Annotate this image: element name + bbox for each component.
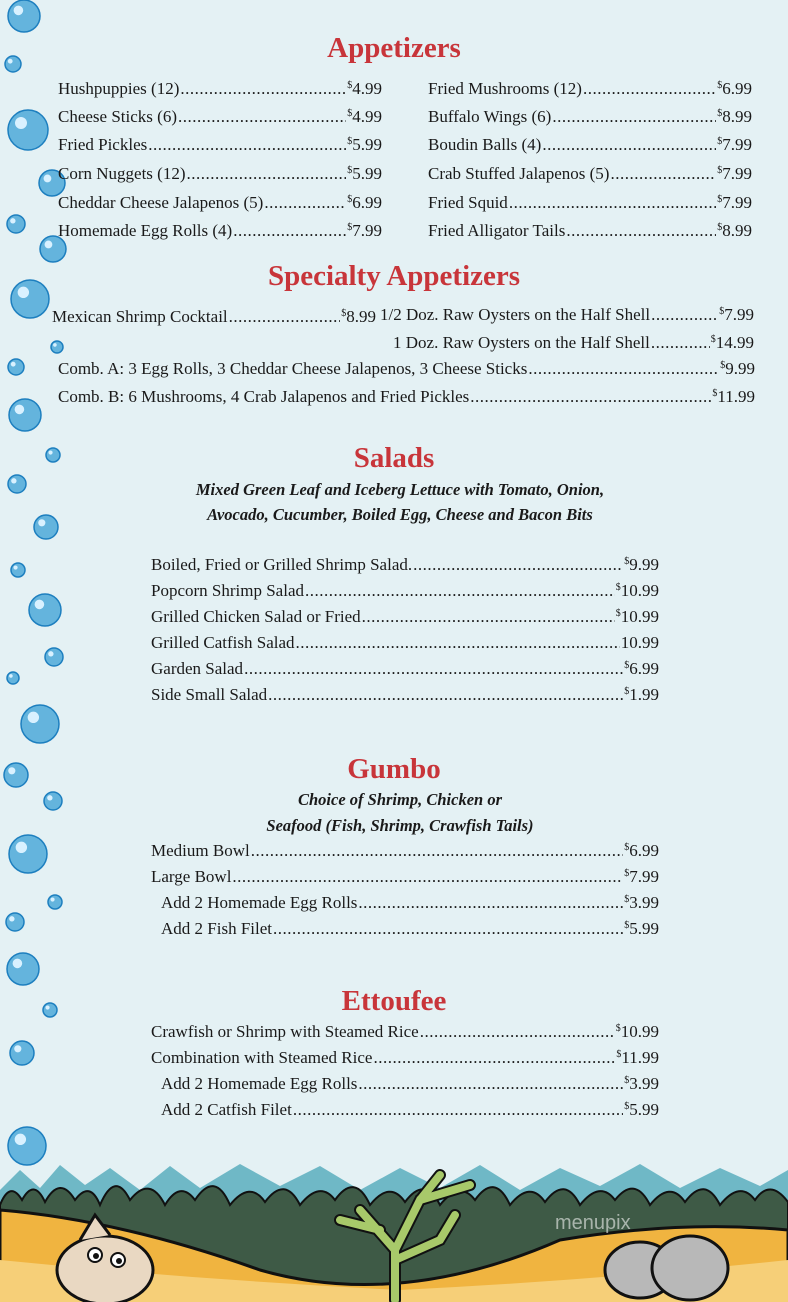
leader-dots bbox=[232, 867, 623, 887]
price-amount: 5.99 bbox=[352, 164, 382, 183]
leader-dots bbox=[509, 193, 716, 213]
leader-dots bbox=[264, 193, 346, 213]
price-amount: 6.99 bbox=[629, 659, 659, 678]
price-amount: 6.99 bbox=[722, 79, 752, 98]
leader-dots bbox=[420, 1022, 615, 1042]
item-price bbox=[347, 221, 382, 241]
menu-item bbox=[380, 305, 754, 327]
item-name: Add 2 Fish Filet bbox=[161, 919, 272, 938]
item-name: Cheddar Cheese Jalapenos (5) bbox=[58, 193, 264, 212]
item-name: Fried Mushrooms (12) bbox=[428, 79, 582, 98]
currency-symbol: $ bbox=[624, 686, 630, 697]
currency-symbol: $ bbox=[717, 165, 723, 176]
leader-dots bbox=[651, 333, 710, 353]
item-price bbox=[621, 633, 659, 653]
menu-item bbox=[161, 1074, 659, 1096]
leader-dots bbox=[233, 221, 346, 241]
item-price bbox=[347, 107, 382, 127]
item-name: Large Bowl bbox=[151, 867, 232, 886]
currency-symbol: $ bbox=[624, 842, 630, 853]
item-price bbox=[720, 359, 755, 379]
bubble-icon bbox=[8, 0, 40, 32]
leader-dots bbox=[273, 919, 623, 939]
item-price bbox=[616, 607, 659, 627]
section-description: Seafood (Fish, Shrimp, Crawfish Tails) bbox=[266, 816, 534, 835]
bubble-icon bbox=[21, 705, 59, 743]
item-name: Corn Nuggets (12) bbox=[58, 164, 186, 183]
currency-symbol: $ bbox=[341, 308, 347, 319]
bubble-icon bbox=[29, 594, 61, 626]
bubble-icon bbox=[9, 835, 47, 873]
menu-item bbox=[58, 164, 382, 186]
watermark: menupix bbox=[555, 1212, 631, 1234]
item-name: Fried Alligator Tails bbox=[428, 221, 566, 240]
section-title: Salads bbox=[353, 442, 435, 474]
leader-dots bbox=[358, 1074, 623, 1094]
price-amount: 9.99 bbox=[629, 555, 659, 574]
item-name: Comb. A: 3 Egg Rolls, 3 Cheddar Cheese Jalapenos, 3 Cheese Sticks bbox=[58, 359, 528, 378]
price-amount: 7.99 bbox=[724, 305, 754, 324]
leader-dots bbox=[362, 607, 615, 627]
currency-symbol: $ bbox=[615, 608, 621, 619]
leader-dots bbox=[148, 135, 346, 155]
item-price bbox=[624, 1100, 659, 1120]
item-price bbox=[347, 135, 382, 155]
price-amount: 7.99 bbox=[722, 164, 752, 183]
currency-symbol: $ bbox=[615, 1023, 621, 1034]
currency-symbol: $ bbox=[712, 388, 718, 399]
item-name: Homemade Egg Rolls (4) bbox=[58, 221, 233, 240]
section-title: Ettoufee bbox=[341, 985, 447, 1017]
currency-symbol: $ bbox=[347, 108, 353, 119]
item-price bbox=[624, 659, 659, 679]
leader-dots bbox=[528, 359, 719, 379]
currency-symbol: $ bbox=[347, 165, 353, 176]
item-price bbox=[624, 867, 659, 887]
leader-dots bbox=[358, 893, 623, 913]
item-price bbox=[616, 1022, 659, 1042]
menu-item bbox=[151, 659, 659, 681]
currency-symbol: $ bbox=[624, 1075, 630, 1086]
price-amount: 4.99 bbox=[352, 107, 382, 126]
currency-symbol: $ bbox=[624, 1101, 630, 1112]
price-amount: 4.99 bbox=[352, 79, 382, 98]
bubble-icon bbox=[8, 110, 48, 150]
item-price bbox=[717, 79, 752, 99]
currency-symbol: $ bbox=[717, 194, 723, 205]
bubble-icon bbox=[10, 1041, 34, 1065]
price-amount: 5.99 bbox=[629, 919, 659, 938]
leader-dots bbox=[413, 555, 623, 575]
item-name: Comb. B: 6 Mushrooms, 4 Crab Jalapenos and Fried Pickles bbox=[58, 387, 470, 406]
item-name: Fried Pickles bbox=[58, 135, 148, 154]
leader-dots bbox=[583, 79, 716, 99]
item-price bbox=[624, 685, 659, 705]
price-amount: 7.99 bbox=[722, 135, 752, 154]
menu-item bbox=[161, 1100, 659, 1122]
item-price bbox=[717, 221, 752, 241]
currency-symbol: $ bbox=[624, 556, 630, 567]
currency-symbol: $ bbox=[624, 660, 630, 671]
item-name: Boiled, Fried or Grilled Shrimp Salad. bbox=[151, 555, 413, 574]
item-price bbox=[624, 555, 659, 575]
menu-item bbox=[151, 685, 659, 707]
leader-dots bbox=[251, 841, 624, 861]
price-amount: 5.99 bbox=[629, 1100, 659, 1119]
currency-symbol: $ bbox=[616, 1049, 622, 1060]
item-name: Side Small Salad bbox=[151, 685, 268, 704]
leader-dots bbox=[293, 1100, 623, 1120]
price-amount: 1.99 bbox=[629, 685, 659, 704]
item-price bbox=[717, 193, 752, 213]
bubble-icon bbox=[7, 672, 19, 684]
leader-dots bbox=[178, 107, 346, 127]
item-name: Medium Bowl bbox=[151, 841, 250, 860]
menu-item bbox=[428, 107, 752, 129]
item-price bbox=[347, 79, 382, 99]
leader-dots bbox=[244, 659, 623, 679]
leader-dots bbox=[180, 79, 346, 99]
price-amount: 10.99 bbox=[620, 1022, 659, 1041]
currency-symbol: $ bbox=[717, 222, 723, 233]
item-price bbox=[717, 107, 752, 127]
item-name: Boudin Balls (4) bbox=[428, 135, 542, 154]
menu-item bbox=[58, 221, 382, 243]
leader-dots bbox=[542, 135, 716, 155]
menu-item bbox=[58, 79, 382, 101]
item-name: Add 2 Homemade Egg Rolls bbox=[161, 893, 358, 912]
price-amount: 7.99 bbox=[352, 221, 382, 240]
leader-dots bbox=[373, 1048, 615, 1068]
bubble-icon bbox=[7, 953, 39, 985]
item-name: Hushpuppies (12) bbox=[58, 79, 180, 98]
item-name: Combination with Steamed Rice bbox=[151, 1048, 373, 1067]
bubble-icon bbox=[11, 563, 25, 577]
leader-dots bbox=[566, 221, 716, 241]
menu-item bbox=[428, 135, 752, 157]
menu-item bbox=[58, 359, 755, 381]
currency-symbol: $ bbox=[717, 108, 723, 119]
price-amount: 7.99 bbox=[629, 867, 659, 886]
price-amount: 7.99 bbox=[722, 193, 752, 212]
menu-item bbox=[58, 387, 755, 409]
price-amount: 10.99 bbox=[620, 607, 659, 626]
menu-item bbox=[151, 607, 659, 629]
price-amount: 3.99 bbox=[629, 893, 659, 912]
menu-item bbox=[428, 164, 752, 186]
price-amount: 6.99 bbox=[629, 841, 659, 860]
menu-item bbox=[52, 307, 376, 329]
item-price bbox=[616, 1048, 659, 1068]
item-price bbox=[341, 307, 376, 327]
bubble-icon bbox=[9, 399, 41, 431]
item-name: Crab Stuffed Jalapenos (5) bbox=[428, 164, 610, 183]
currency-symbol: $ bbox=[624, 868, 630, 879]
menu-item bbox=[58, 107, 382, 129]
item-price bbox=[624, 841, 659, 861]
menu-item bbox=[151, 1022, 659, 1044]
section-title: Gumbo bbox=[347, 753, 441, 785]
currency-symbol: $ bbox=[720, 360, 726, 371]
item-name: Grilled Chicken Salad or Fried bbox=[151, 607, 361, 626]
item-name: Add 2 Homemade Egg Rolls bbox=[161, 1074, 358, 1093]
menu-item bbox=[428, 79, 752, 101]
item-price bbox=[624, 893, 659, 913]
currency-symbol: $ bbox=[624, 894, 630, 905]
menu-item bbox=[58, 135, 382, 157]
bubble-icon bbox=[7, 215, 25, 233]
menu-item bbox=[151, 1048, 659, 1070]
section-description: Choice of Shrimp, Chicken or bbox=[298, 790, 502, 809]
menu-item bbox=[151, 581, 659, 603]
price-amount: 11.99 bbox=[621, 1048, 659, 1067]
item-price bbox=[712, 387, 755, 407]
currency-symbol: $ bbox=[615, 582, 621, 593]
menu-item bbox=[161, 893, 659, 915]
currency-symbol: $ bbox=[717, 136, 723, 147]
price-amount: 8.99 bbox=[722, 221, 752, 240]
item-name: Crawfish or Shrimp with Steamed Rice bbox=[151, 1022, 419, 1041]
leader-dots bbox=[552, 107, 716, 127]
menu-item bbox=[428, 221, 752, 243]
bubble-icon bbox=[8, 359, 24, 375]
item-price bbox=[347, 164, 382, 184]
menu-item bbox=[393, 333, 754, 355]
bubble-icon bbox=[51, 341, 63, 353]
leader-dots bbox=[610, 164, 716, 184]
price-amount: 8.99 bbox=[346, 307, 376, 326]
price-amount: 8.99 bbox=[722, 107, 752, 126]
menu-item bbox=[151, 841, 659, 863]
bubble-icon bbox=[48, 895, 62, 909]
item-name: Cheese Sticks (6) bbox=[58, 107, 177, 126]
clam-shell-icon bbox=[605, 1236, 728, 1300]
currency-symbol: $ bbox=[710, 334, 716, 345]
item-price bbox=[717, 164, 752, 184]
item-price bbox=[624, 1074, 659, 1094]
bubble-icon bbox=[6, 913, 24, 931]
item-price bbox=[717, 135, 752, 155]
section-description: Avocado, Cucumber, Boiled Egg, Cheese and Bacon Bits bbox=[207, 505, 593, 524]
leader-dots bbox=[268, 685, 623, 705]
leader-dots bbox=[186, 164, 346, 184]
item-name: 1 Doz. Raw Oysters on the Half Shell bbox=[393, 333, 650, 352]
item-price bbox=[624, 919, 659, 939]
price-amount: 9.99 bbox=[725, 359, 755, 378]
leader-dots bbox=[470, 387, 711, 407]
leader-dots bbox=[651, 305, 718, 325]
currency-symbol: $ bbox=[719, 306, 725, 317]
menu-item bbox=[151, 867, 659, 889]
section-description: Mixed Green Leaf and Iceberg Lettuce with Tomato, Onion, bbox=[195, 480, 605, 499]
item-name: Mexican Shrimp Cocktail bbox=[52, 307, 228, 326]
price-amount: 10.99 bbox=[620, 581, 659, 600]
item-name: Buffalo Wings (6) bbox=[428, 107, 552, 126]
item-name: 1/2 Doz. Raw Oysters on the Half Shell bbox=[380, 305, 651, 324]
price-amount: 6.99 bbox=[352, 193, 382, 212]
seabed-illustration bbox=[0, 1160, 788, 1302]
currency-symbol: $ bbox=[347, 136, 353, 147]
section-title: Appetizers bbox=[327, 32, 461, 64]
price-amount: 5.99 bbox=[352, 135, 382, 154]
item-name: Popcorn Shrimp Salad bbox=[151, 581, 304, 600]
item-name: Fried Squid bbox=[428, 193, 508, 212]
item-price bbox=[616, 581, 659, 601]
menu-item bbox=[58, 193, 382, 215]
leader-dots bbox=[296, 633, 620, 653]
item-name: Grilled Catfish Salad bbox=[151, 633, 295, 652]
item-name: Add 2 Catfish Filet bbox=[161, 1100, 292, 1119]
price-amount: 3.99 bbox=[629, 1074, 659, 1093]
item-name: Garden Salad bbox=[151, 659, 244, 678]
menu-item bbox=[151, 633, 659, 655]
item-price bbox=[347, 193, 382, 213]
menu-item bbox=[151, 555, 659, 577]
item-price bbox=[711, 333, 754, 353]
currency-symbol: $ bbox=[347, 222, 353, 233]
currency-symbol: $ bbox=[624, 920, 630, 931]
price-amount: 10.99 bbox=[620, 633, 659, 652]
currency-symbol: $ bbox=[717, 80, 723, 91]
leader-dots bbox=[305, 581, 615, 601]
bubble-icon bbox=[45, 648, 63, 666]
leader-dots bbox=[229, 307, 341, 327]
currency-symbol: $ bbox=[347, 194, 353, 205]
price-amount: 11.99 bbox=[717, 387, 755, 406]
currency-symbol: $ bbox=[347, 80, 353, 91]
section-title: Specialty Appetizers bbox=[267, 260, 521, 292]
menu-item bbox=[161, 919, 659, 941]
menu-item bbox=[428, 193, 752, 215]
item-price bbox=[719, 305, 754, 325]
price-amount: 14.99 bbox=[715, 333, 754, 352]
